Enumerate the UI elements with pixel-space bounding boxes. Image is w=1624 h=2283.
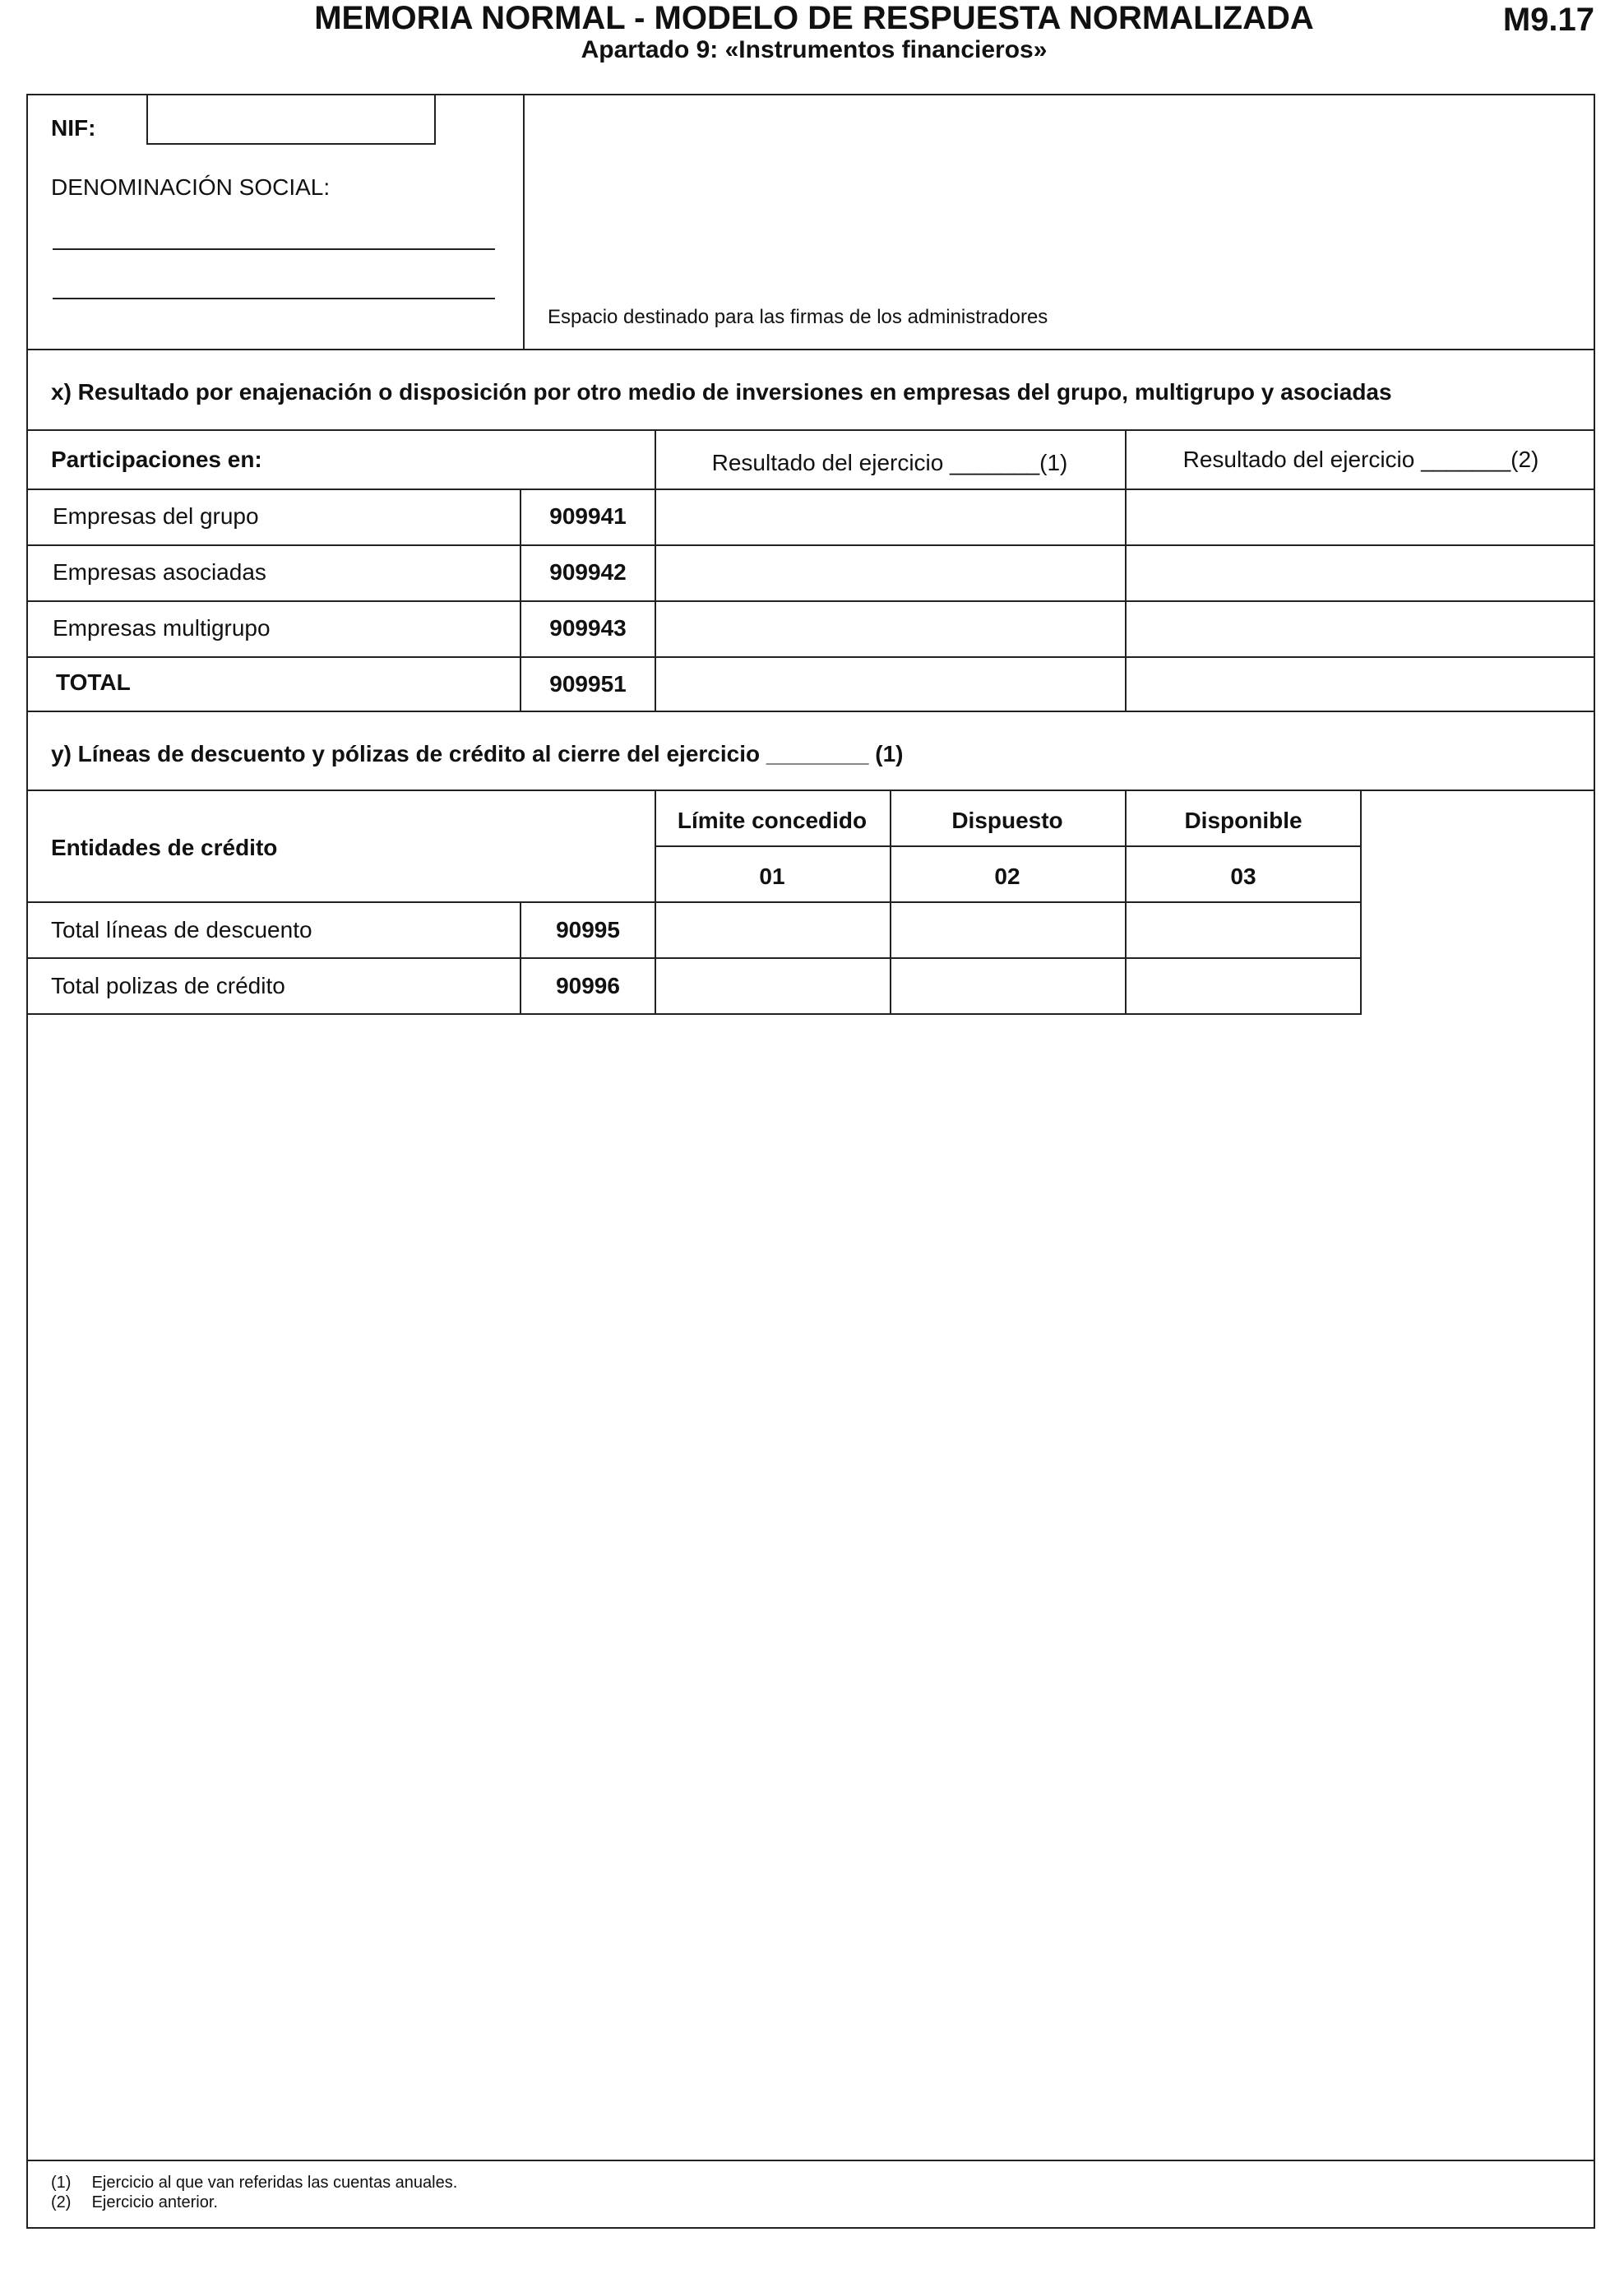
footnote-number: (1) (51, 2174, 72, 2192)
col-dispuesto: Dispuesto (951, 808, 1063, 833)
footnote-1 (51, 2174, 457, 2193)
divider (655, 845, 1362, 847)
col-participaciones: Participaciones en: (51, 447, 262, 472)
input-cell[interactable] (1127, 903, 1360, 957)
row-code: 90996 (556, 973, 620, 998)
col-result-1: Resultado del ejercicio _______(1) (711, 450, 1068, 475)
divider (26, 1013, 1362, 1015)
row-label: Empresas multigrupo (53, 615, 271, 641)
section-x-heading: x) Resultado por enajenación o disposición por otro medio de inversiones en empresas del grupo, multigrupo y asociadas (51, 379, 1392, 405)
row-label: Total líneas de descuento (51, 917, 312, 942)
input-cell[interactable] (891, 903, 1125, 957)
input-cell[interactable] (1127, 658, 1594, 709)
denominacion-line-1[interactable] (53, 248, 495, 250)
row-code: 90995 (556, 917, 620, 942)
input-cell[interactable] (656, 959, 890, 1013)
col-disponible: Disponible (1184, 808, 1302, 833)
input-cell[interactable] (656, 546, 1125, 599)
input-cell[interactable] (656, 602, 1125, 655)
row-code: 909941 (549, 503, 627, 529)
input-cell[interactable] (891, 959, 1125, 1013)
col-limite: Límite concedido (677, 808, 868, 833)
row-label: Empresas del grupo (53, 503, 259, 529)
input-cell[interactable] (656, 903, 890, 957)
form-code: M9.17 (1502, 2, 1594, 38)
signature-area[interactable] (525, 95, 1594, 349)
footnote-2 (51, 2193, 218, 2212)
row-label: Total polizas de crédito (51, 973, 285, 998)
page-subtitle: Apartado 9: «Instrumentos financieros» (581, 36, 1048, 63)
input-cell[interactable] (1127, 602, 1594, 655)
nif-input-box[interactable] (146, 94, 436, 145)
nif-label: NIF: (51, 115, 96, 141)
free-text-area[interactable] (28, 1016, 1594, 2158)
col-entidades: Entidades de crédito (51, 835, 278, 860)
footnote-text: Ejercicio al que van referidas las cuentas anuales. (91, 2174, 458, 2192)
divider (26, 2160, 1595, 2161)
row-code: 909943 (549, 615, 627, 641)
divider (26, 429, 1595, 431)
col-result-2: Resultado del ejercicio _______(2) (1182, 447, 1539, 472)
page-title: MEMORIA NORMAL - MODELO DE RESPUESTA NORMALIZADA (314, 0, 1314, 36)
divider (26, 711, 1595, 712)
input-cell[interactable] (1127, 546, 1594, 599)
section-y-heading: y) Líneas de descuento y pólizas de crédito al cierre del ejercicio ________ (1) (51, 741, 904, 766)
footnote-text: Ejercicio anterior. (91, 2193, 218, 2211)
signature-caption: Espacio destinado para las firmas de los administradores (548, 306, 1048, 328)
code-disponible: 03 (1230, 864, 1256, 889)
input-cell[interactable] (1127, 490, 1594, 543)
input-cell[interactable] (1127, 959, 1360, 1013)
input-cell[interactable] (656, 658, 1125, 709)
denominacion-label: DENOMINACIÓN SOCIAL: (51, 174, 331, 200)
row-code: 909942 (549, 559, 627, 585)
row-code: 909951 (549, 671, 627, 697)
divider (26, 349, 1595, 350)
input-cell[interactable] (656, 490, 1125, 543)
code-dispuesto: 02 (994, 864, 1020, 889)
row-label: TOTAL (56, 669, 131, 695)
code-limite: 01 (759, 864, 785, 889)
row-label: Empresas asociadas (53, 559, 266, 585)
footnote-number: (2) (51, 2193, 72, 2211)
denominacion-line-2[interactable] (53, 298, 495, 299)
